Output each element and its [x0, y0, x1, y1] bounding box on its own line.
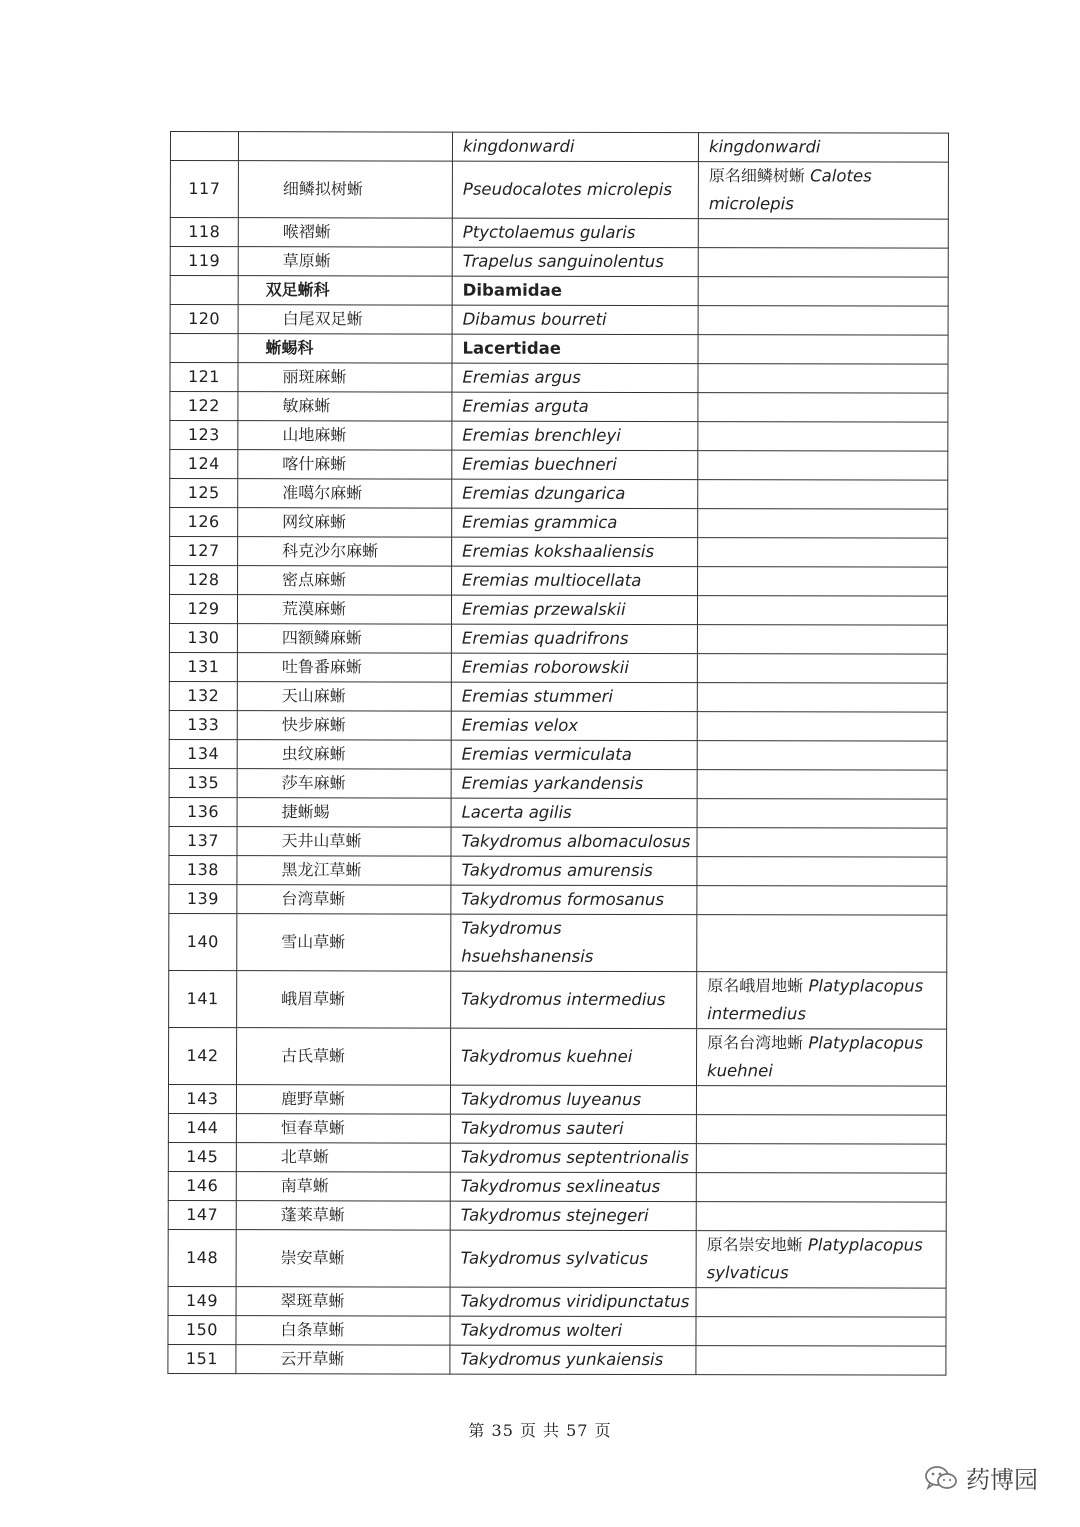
cell-note	[696, 1231, 946, 1289]
cell-number: 123	[170, 421, 238, 450]
cell-chinese-name: 恒春草蜥	[236, 1114, 450, 1143]
cell-note	[696, 1288, 946, 1318]
cell-number: 127	[170, 537, 238, 566]
cell-note	[697, 1029, 947, 1087]
cell-number	[170, 334, 238, 363]
cell-chinese-name: 黑龙江草蜥	[237, 856, 451, 885]
cell-scientific-name: Lacerta agilis	[451, 798, 697, 828]
table-row	[168, 1344, 946, 1375]
note-scientific-name: Platyplacopus sylvaticus	[706, 1235, 923, 1283]
cell-chinese-name: 台湾草蜥	[237, 885, 451, 914]
watermark-text: 药博园	[966, 1466, 1038, 1494]
cell-number: 121	[170, 363, 238, 392]
cell-scientific-name: Eremias brenchleyi	[452, 421, 698, 451]
cell-note	[698, 306, 948, 336]
cell-family-scientific-name: Lacertidae	[452, 334, 698, 364]
cell-scientific-name: Ptyctolaemus gularis	[452, 218, 698, 248]
cell-number: 141	[169, 970, 237, 1027]
note-scientific-name: Platyplacopus kuehnei	[707, 1033, 924, 1081]
cell-scientific-name: Eremias velox	[451, 711, 697, 741]
species-table-body	[168, 132, 949, 1376]
note-scientific-name: Calotes microlepis	[708, 166, 872, 214]
cell-note	[698, 538, 948, 568]
note-former-name: 原名崇安地蜥	[706, 1235, 803, 1255]
table-row	[169, 970, 947, 1029]
cell-note	[696, 1346, 946, 1376]
table-row	[169, 595, 947, 626]
cell-number: 131	[169, 652, 237, 681]
table-row	[168, 1113, 946, 1144]
cell-note	[698, 248, 948, 278]
cell-note	[696, 1115, 946, 1145]
table-row	[168, 1084, 946, 1115]
cell-scientific-name: Eremias argus	[452, 363, 698, 393]
cell-number: 137	[169, 826, 237, 855]
cell-number: 134	[169, 739, 237, 768]
cell-family-scientific-name: Dibamidae	[452, 276, 698, 306]
cell-scientific-name: Eremias yarkandensis	[451, 769, 697, 799]
note-former-name: 原名细鳞树蜥	[708, 166, 805, 186]
table-row	[169, 1027, 947, 1086]
cell-note	[697, 886, 947, 916]
cell-scientific-name: kingdonwardi	[452, 132, 698, 162]
table-row	[169, 652, 947, 683]
cell-note	[697, 857, 947, 887]
cell-scientific-name: Takydromus septentrionalis	[450, 1143, 696, 1173]
cell-scientific-name: Takydromus formosanus	[451, 885, 697, 915]
cell-number: 120	[170, 305, 238, 334]
cell-number: 122	[170, 392, 238, 421]
table-row	[168, 1142, 946, 1173]
cell-scientific-name: Eremias roborowskii	[451, 653, 697, 683]
cell-scientific-name: Takydromus viridipunctatus	[450, 1287, 696, 1317]
cell-note	[696, 1317, 946, 1347]
cell-scientific-name: Takydromus amurensis	[451, 856, 697, 886]
table-row	[170, 566, 948, 597]
cell-note	[698, 509, 948, 539]
cell-scientific-name: Dibamus bourreti	[452, 305, 698, 335]
cell-number: 142	[169, 1027, 237, 1084]
cell-scientific-name: Trapelus sanguinolentus	[452, 247, 698, 277]
table-row	[170, 161, 948, 220]
watermark	[924, 1460, 1038, 1495]
cell-number: 128	[170, 566, 238, 595]
cell-chinese-name	[238, 132, 452, 161]
cell-number: 143	[168, 1084, 236, 1113]
table-row	[168, 1286, 946, 1317]
cell-chinese-name: 捷蜥蜴	[237, 798, 451, 827]
cell-note	[697, 596, 947, 626]
cell-family-chinese-name: 蜥蜴科	[238, 334, 452, 363]
cell-chinese-name: 细鳞拟树蜥	[238, 161, 452, 218]
cell-chinese-name: 密点麻蜥	[238, 566, 452, 595]
table-row	[168, 1171, 946, 1202]
cell-chinese-name: 荒漠麻蜥	[237, 595, 451, 624]
cell-note	[698, 335, 948, 365]
cell-number: 118	[170, 218, 238, 247]
cell-number: 147	[168, 1200, 236, 1229]
table-row	[168, 1315, 946, 1346]
cell-chinese-name: 鹿野草蜥	[236, 1085, 450, 1114]
cell-chinese-name: 白尾双足蜥	[238, 305, 452, 334]
cell-chinese-name: 喀什麻蜥	[238, 450, 452, 479]
cell-number: 126	[170, 508, 238, 537]
cell-note	[697, 799, 947, 829]
cell-chinese-name: 雪山草蜥	[237, 914, 451, 971]
table-row	[169, 797, 947, 828]
cell-number: 148	[168, 1229, 236, 1286]
cell-chinese-name: 敏麻蜥	[238, 392, 452, 421]
table-row	[170, 479, 948, 510]
cell-number: 140	[169, 913, 237, 970]
cell-number: 146	[168, 1171, 236, 1200]
cell-number: 151	[168, 1344, 236, 1373]
cell-number: 138	[169, 855, 237, 884]
cell-note	[696, 1086, 946, 1116]
table-row	[168, 1229, 946, 1288]
cell-note	[698, 393, 948, 423]
cell-number: 149	[168, 1286, 236, 1315]
family-row	[170, 276, 948, 307]
cell-note	[698, 133, 948, 163]
cell-scientific-name: Takydromus stejnegeri	[450, 1201, 696, 1231]
cell-scientific-name: Takydromus hsuehshanensis	[451, 914, 697, 972]
cell-note	[696, 1144, 946, 1174]
cell-number: 136	[169, 797, 237, 826]
cell-note	[697, 828, 947, 858]
note-scientific-name: Platyplacopus intermedius	[707, 976, 924, 1024]
table-row	[170, 305, 948, 336]
cell-note	[698, 364, 948, 394]
cell-chinese-name: 南草蜥	[236, 1172, 450, 1201]
table-row	[170, 363, 948, 394]
cell-number: 135	[169, 768, 237, 797]
table-row	[168, 1200, 946, 1231]
table-row	[169, 681, 947, 712]
cell-chinese-name: 莎车麻蜥	[237, 769, 451, 798]
cell-scientific-name: Takydromus sauteri	[450, 1114, 696, 1144]
table-row	[170, 537, 948, 568]
cell-number	[170, 276, 238, 305]
table-row	[169, 768, 947, 799]
cell-number: 117	[170, 161, 238, 218]
cell-scientific-name: Eremias buechneri	[452, 450, 698, 480]
cell-scientific-name: Eremias vermiculata	[451, 740, 697, 770]
cell-chinese-name: 吐鲁番麻蜥	[237, 653, 451, 682]
cell-chinese-name: 蓬莱草蜥	[236, 1201, 450, 1230]
cell-note	[697, 741, 947, 771]
table-row	[170, 392, 948, 423]
cell-note	[698, 480, 948, 510]
table-row	[170, 247, 948, 278]
cell-note	[697, 972, 947, 1030]
cell-scientific-name: Takydromus intermedius	[451, 971, 697, 1029]
table-row	[170, 218, 948, 249]
cell-note	[698, 422, 948, 452]
cell-chinese-name: 四额鳞麻蜥	[237, 624, 451, 653]
table-row	[169, 826, 947, 857]
table-row	[170, 508, 948, 539]
table-row	[169, 710, 947, 741]
wechat-icon	[924, 1465, 958, 1491]
cell-scientific-name: Takydromus albomaculosus	[451, 827, 697, 857]
cell-number: 129	[169, 595, 237, 624]
cell-scientific-name: Eremias quadrifrons	[451, 624, 697, 654]
cell-number	[170, 132, 238, 161]
cell-note	[697, 625, 947, 655]
cell-note	[698, 451, 948, 481]
cell-chinese-name: 翠斑草蜥	[236, 1287, 450, 1316]
cell-note	[697, 770, 947, 800]
cell-number: 133	[169, 710, 237, 739]
cell-note	[698, 567, 948, 597]
table-row	[170, 132, 948, 163]
table-row	[170, 450, 948, 481]
note-former-name: 原名台湾地蜥	[707, 1033, 804, 1053]
species-table	[167, 131, 949, 1376]
cell-number: 132	[169, 681, 237, 710]
cell-chinese-name: 科克沙尔麻蜥	[238, 537, 452, 566]
cell-chinese-name: 古氏草蜥	[237, 1028, 451, 1085]
cell-chinese-name: 天井山草蜥	[237, 827, 451, 856]
cell-number: 124	[170, 450, 238, 479]
cell-chinese-name: 山地麻蜥	[238, 421, 452, 450]
cell-scientific-name: Takydromus yunkaiensis	[450, 1345, 696, 1375]
cell-number: 150	[168, 1315, 236, 1344]
cell-scientific-name: Takydromus sylvaticus	[450, 1230, 696, 1288]
cell-number: 119	[170, 247, 238, 276]
cell-chinese-name: 虫纹麻蜥	[237, 740, 451, 769]
cell-scientific-name: Eremias przewalskii	[451, 595, 697, 625]
cell-scientific-name: Eremias grammica	[452, 508, 698, 538]
cell-scientific-name: Eremias stummeri	[451, 682, 697, 712]
cell-number: 145	[168, 1142, 236, 1171]
cell-note	[697, 712, 947, 742]
cell-number: 139	[169, 884, 237, 913]
cell-scientific-name: Pseudocalotes microlepis	[452, 161, 698, 219]
cell-chinese-name: 快步麻蜥	[237, 711, 451, 740]
cell-note	[696, 1202, 946, 1232]
page-footer: 第 35 页 共 57 页	[468, 1421, 612, 1440]
cell-chinese-name: 网纹麻蜥	[238, 508, 452, 537]
cell-scientific-name: Eremias arguta	[452, 392, 698, 422]
cell-chinese-name: 准噶尔麻蜥	[238, 479, 452, 508]
cell-number: 130	[169, 623, 237, 652]
cell-scientific-name: Eremias multiocellata	[452, 566, 698, 596]
table-row	[170, 421, 948, 452]
cell-number: 125	[170, 479, 238, 508]
cell-chinese-name: 云开草蜥	[236, 1345, 450, 1374]
cell-note	[697, 654, 947, 684]
cell-chinese-name: 丽斑麻蜥	[238, 363, 452, 392]
cell-number: 144	[168, 1113, 236, 1142]
cell-note	[698, 162, 948, 220]
cell-scientific-name: Eremias dzungarica	[452, 479, 698, 509]
table-row	[169, 913, 947, 972]
cell-chinese-name: 天山麻蜥	[237, 682, 451, 711]
cell-scientific-name: Takydromus luyeanus	[450, 1085, 696, 1115]
cell-note	[697, 683, 947, 713]
note-scientific-name: kingdonwardi	[708, 137, 821, 157]
cell-note	[698, 219, 948, 249]
table-row	[169, 884, 947, 915]
cell-scientific-name: Eremias kokshaaliensis	[452, 537, 698, 567]
cell-chinese-name: 草原蜥	[238, 247, 452, 276]
cell-chinese-name: 北草蜥	[236, 1143, 450, 1172]
cell-chinese-name: 崇安草蜥	[236, 1230, 450, 1287]
cell-chinese-name: 峨眉草蜥	[237, 971, 451, 1028]
cell-note	[697, 915, 947, 973]
table-row	[169, 855, 947, 886]
note-former-name: 原名峨眉地蜥	[707, 976, 804, 996]
cell-scientific-name: Takydromus wolteri	[450, 1316, 696, 1346]
cell-chinese-name: 喉褶蜥	[238, 218, 452, 247]
cell-family-chinese-name: 双足蜥科	[238, 276, 452, 305]
cell-scientific-name: Takydromus sexlineatus	[450, 1172, 696, 1202]
table-row	[169, 623, 947, 654]
cell-chinese-name: 白条草蜥	[236, 1316, 450, 1345]
cell-note	[696, 1173, 946, 1203]
family-row	[170, 334, 948, 365]
table-row	[169, 739, 947, 770]
cell-scientific-name: Takydromus kuehnei	[451, 1028, 697, 1086]
cell-note	[698, 277, 948, 307]
